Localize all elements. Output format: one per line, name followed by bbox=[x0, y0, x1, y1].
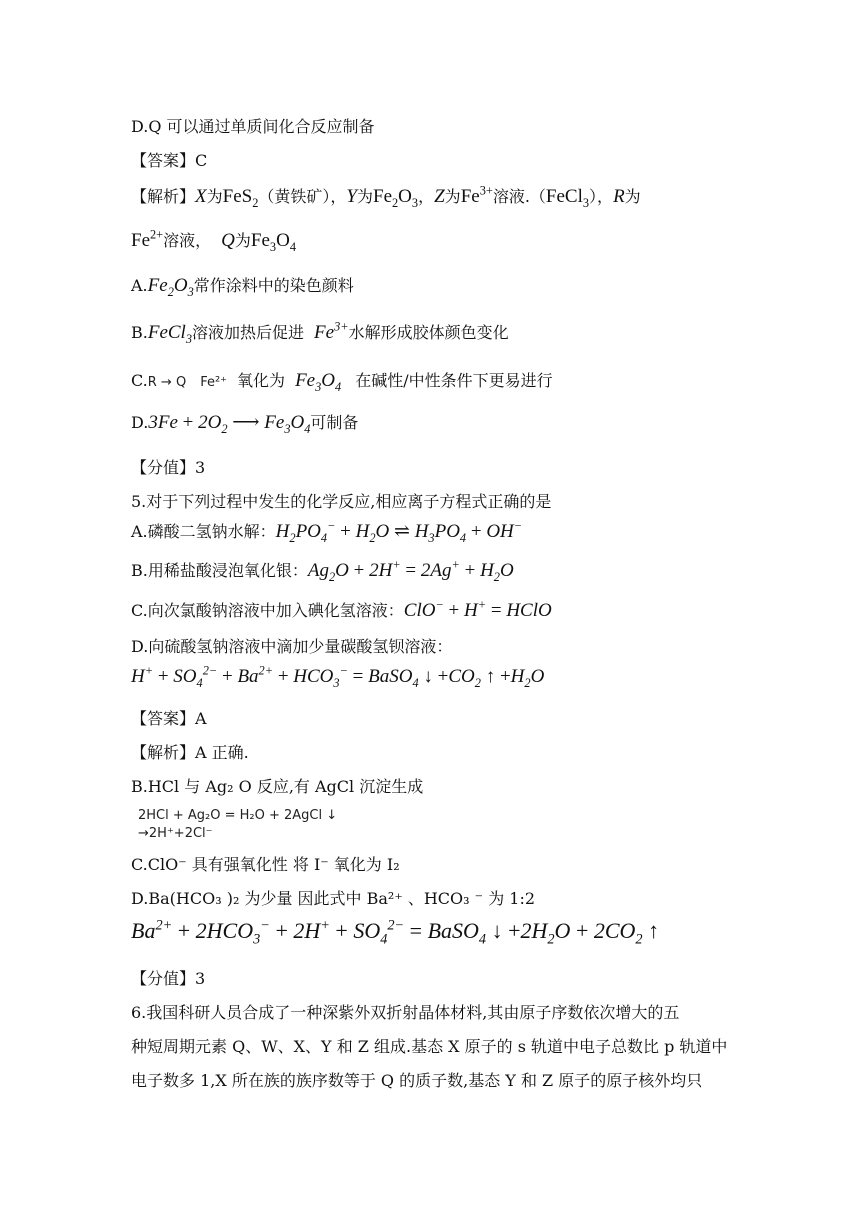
question-5-a: A.磷酸二氢钠水解：$H_2PO_4^- + H_2O$ ⇌ $H_3PO_4 + OH^-$ bbox=[131, 518, 523, 545]
analysis-5-d: D.Ba(HCO₃ )₂ 为少量 因此式中 Ba²⁺ 、HCO₃ ⁻ 为 1:2 bbox=[131, 889, 536, 908]
question-5: 5.对于下列过程中发生的化学反应,相应离子方程式正确的是 bbox=[131, 492, 552, 511]
question-6-line2: 种短周期元素 Q、W、X、Y 和 Z 组成.基态 X 原子的 s 轨道中电子总数比 p 轨道中 bbox=[131, 1037, 728, 1056]
analysis-4-line2: $Fe^{2+}$溶液， Q为$Fe_3O_4$ bbox=[131, 227, 296, 254]
analysis-4-a: $A.Fe_2O_3$常作涂料中的染色颜料 bbox=[131, 275, 354, 299]
analysis-4-c: C.R → Q Fe²⁺ 氧化为 $Fe_3O_4$ 在碱性/中性条件下更易进行 bbox=[131, 370, 553, 394]
option-d-prev: D.Q 可以通过单质间化合反应制备 bbox=[131, 117, 375, 136]
score-5: 【分值】3 bbox=[131, 969, 206, 988]
analysis-4-line1: 【解析】X为FeS$_2$（黄铁矿），Y为$Fe_2O_3$，Z为$Fe^{3+}$溶液.（FeCl$_3$），R为 bbox=[131, 183, 641, 210]
answer-5: 【答案】A bbox=[131, 709, 207, 728]
analysis-5-d-equation: $Ba^{2+} + 2HCO_3^- + 2H^+ + SO_4^{2-}$ = BaSO$_4$ ↓ $+2H_2O + 2CO_2$ ↑ bbox=[131, 917, 660, 948]
handwritten-r-to-q: R → Q bbox=[147, 375, 187, 390]
handwritten-equation: 2HCl + Ag₂O = H₂O + 2AgCl ↓ bbox=[138, 808, 338, 823]
analysis-5-c: C.ClO⁻ 具有强氧化性 将 I⁻ 氧化为 I₂ bbox=[131, 855, 400, 874]
question-6-line1: 6.我国科研人员合成了一种深紫外双折射晶体材料,其由原子序数依次增大的五 bbox=[131, 1003, 680, 1022]
analysis-4-d: $D.3Fe + 2O_2$ ⟶ $Fe_3O_4$可制备 bbox=[131, 412, 359, 436]
score-4: 【分值】3 bbox=[131, 458, 206, 477]
handwritten-fe2: Fe²⁺ bbox=[200, 375, 228, 390]
analysis-5-a: 【解析】A 正确. bbox=[131, 743, 249, 762]
question-6-line3: 电子数多 1,X 所在族的族序数等于 Q 的质子数,基态 Y 和 Z 原子的原子核外均只 bbox=[131, 1071, 703, 1090]
answer-4: 【答案】C bbox=[131, 151, 208, 170]
analysis-4-b: B.FeCl$_3$溶液加热后促进 $Fe^{3+}$水解形成胶体颜色变化 bbox=[131, 319, 509, 346]
handwritten-equation-note: →2H⁺+2Cl⁻ bbox=[138, 826, 213, 841]
question-5-d-equation: $H^+ + SO_4^{2-} + Ba^{2+} + HCO_3^-$ = BaSO$_4$ ↓ $+CO_2$ ↑ $+H_2O$ bbox=[131, 663, 545, 690]
question-5-b: B.用稀盐酸浸泡氧化银：$Ag_2O + 2H^+ = 2Ag^+ + H_2O$ bbox=[131, 557, 514, 584]
question-5-d: D.向硫酸氢钠溶液中滴加少量碳酸氢钡溶液： bbox=[131, 637, 453, 656]
question-5-c: C.向次氯酸钠溶液中加入碘化氢溶液：ClO− + H+ = HClO bbox=[131, 597, 552, 621]
analysis-5-b: B.HCl 与 Ag₂ O 反应,有 AgCl 沉淀生成 bbox=[131, 777, 424, 796]
